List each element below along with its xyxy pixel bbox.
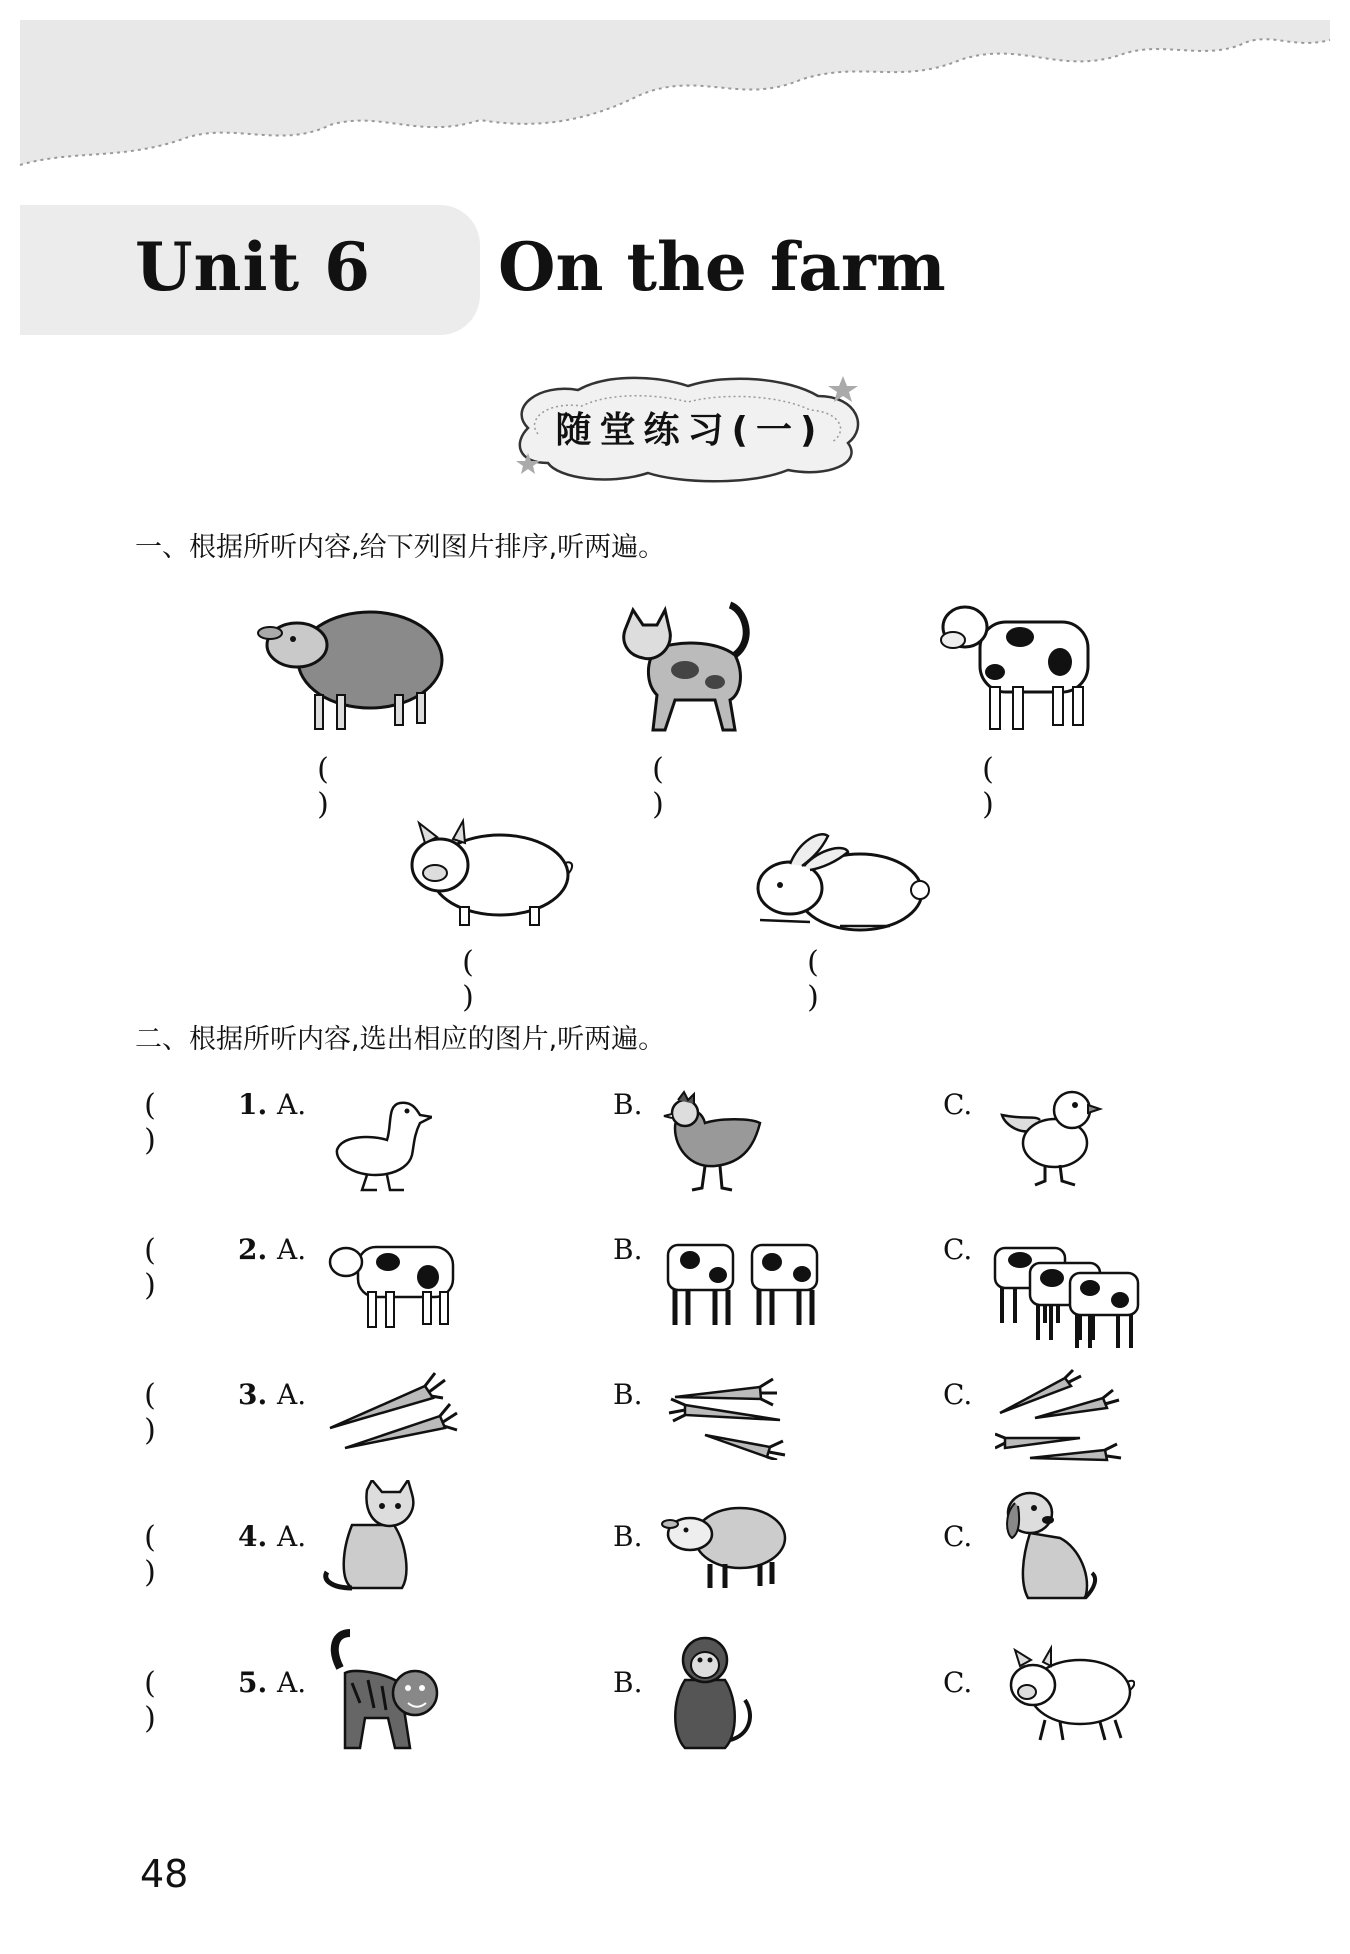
hen-icon[interactable]: [660, 1088, 765, 1193]
small-pig-icon[interactable]: [1005, 1640, 1135, 1745]
q5-option-b: B.: [613, 1666, 643, 1699]
grey-sheep-icon[interactable]: [660, 1496, 790, 1591]
q4-option-b: B.: [613, 1520, 643, 1553]
dog-icon[interactable]: [1000, 1488, 1100, 1606]
q1-option-b: B.: [613, 1088, 643, 1121]
q3-option-a: A.: [277, 1378, 307, 1411]
q5-number: 5.: [238, 1666, 268, 1699]
q1-answer-paren[interactable]: ( ): [144, 1088, 206, 1158]
unit-label: Unit 6: [135, 228, 372, 306]
q5-option-a: A.: [277, 1666, 307, 1699]
q3-option-c: C.: [943, 1378, 973, 1411]
cat-answer-paren[interactable]: ( ): [652, 752, 714, 822]
four-carrots-icon[interactable]: [995, 1368, 1125, 1468]
q3-answer-paren[interactable]: ( ): [144, 1378, 206, 1448]
q4-answer-paren[interactable]: ( ): [144, 1520, 206, 1590]
chick-icon[interactable]: [1000, 1085, 1105, 1190]
q5-answer-paren[interactable]: ( ): [144, 1666, 206, 1736]
badge-text: 随堂练习(一): [555, 410, 825, 451]
q1-option-a: A.: [277, 1088, 307, 1121]
two-carrots-icon[interactable]: [325, 1368, 460, 1453]
q3-number: 3.: [238, 1378, 268, 1411]
sheep-icon: [255, 595, 450, 735]
q2-number: 2.: [238, 1233, 268, 1266]
sheep-answer-paren[interactable]: ( ): [317, 752, 379, 822]
q5-option-c: C.: [943, 1666, 973, 1699]
duck-icon[interactable]: [332, 1095, 432, 1195]
page-number: 48: [140, 1852, 189, 1896]
cloud-banner: [0, 0, 1350, 190]
one-cow-icon[interactable]: [328, 1232, 458, 1332]
cow-answer-paren[interactable]: ( ): [982, 752, 1044, 822]
q3-option-b: B.: [613, 1378, 643, 1411]
q1-number: 1.: [238, 1088, 268, 1121]
three-carrots-icon[interactable]: [665, 1375, 790, 1460]
q2-option-c: C.: [943, 1233, 973, 1266]
pig-answer-paren[interactable]: ( ): [462, 945, 524, 1015]
tiger-icon[interactable]: [330, 1628, 445, 1758]
pig-icon: [405, 815, 575, 930]
unit-title: On the farm: [498, 228, 946, 306]
q1-option-c: C.: [943, 1088, 973, 1121]
seated-cat-icon[interactable]: [322, 1480, 422, 1595]
section2-instruction: 二、根据所听内容,选出相应的图片,听两遍。: [135, 1024, 666, 1055]
q4-number: 4.: [238, 1520, 268, 1553]
q2-option-b: B.: [613, 1233, 643, 1266]
two-cows-icon[interactable]: [660, 1230, 830, 1330]
monkey-icon[interactable]: [660, 1630, 760, 1760]
q2-answer-paren[interactable]: ( ): [144, 1233, 206, 1303]
rabbit-answer-paren[interactable]: ( ): [807, 945, 869, 1015]
section1-instruction: 一、根据所听内容,给下列图片排序,听两遍。: [135, 532, 666, 563]
rabbit-icon: [750, 830, 930, 935]
cow-icon: [935, 592, 1095, 734]
three-cows-icon[interactable]: [990, 1228, 1145, 1353]
q2-option-a: A.: [277, 1233, 307, 1266]
q4-option-c: C.: [943, 1520, 973, 1553]
q4-option-a: A.: [277, 1520, 307, 1553]
cat-icon: [615, 600, 765, 735]
